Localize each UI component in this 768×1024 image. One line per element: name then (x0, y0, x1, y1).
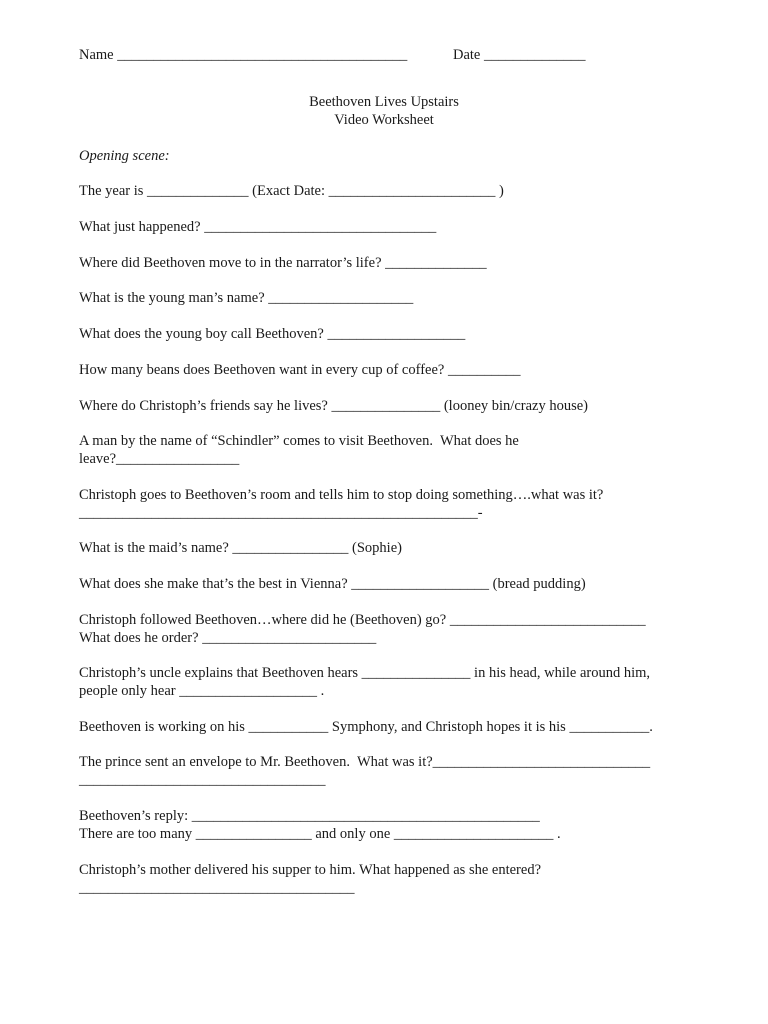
question-symphony: Beethoven is working on his ___________ Symphony, and Christoph hopes it is his ___________. (79, 719, 653, 735)
section-label: Opening scene: (79, 148, 170, 164)
question-young-man-name: What is the young man’s name? ____________________ (79, 290, 414, 306)
worksheet-title: Beethoven Lives Upstairs (309, 94, 459, 110)
question-coffee-beans: How many beans does Beethoven want in every cup of coffee? __________ (79, 362, 521, 378)
question-schindler: A man by the name of “Schindler” comes to visit Beethoven. What does he (79, 433, 519, 449)
question-maid-name: What is the maid’s name? ________________ (Sophie) (79, 540, 402, 556)
question-schindler-cont: leave?_________________ (79, 451, 240, 467)
question-stop-doing-blank: _______________________________________________________- (79, 505, 483, 521)
question-prince-envelope-blank: __________________________________ (79, 772, 326, 788)
question-year: The year is ______________ (Exact Date: _______________________ ) (79, 183, 504, 199)
name-field-line[interactable]: Name ________________________________________ (79, 47, 408, 63)
question-stop-doing: Christoph goes to Beethoven’s room and tells him to stop doing something….what was it? (79, 487, 604, 503)
question-mother-supper: Christoph’s mother delivered his supper to him. What happened as she entered? (79, 862, 542, 878)
question-uncle-explains: Christoph’s uncle explains that Beethoven hears _______________ in his head, while around him, (79, 665, 651, 681)
question-friends-say: Where do Christoph’s friends say he lives? _______________ (looney bin/crazy house) (79, 398, 589, 414)
question-prince-envelope: The prince sent an envelope to Mr. Beethoven. What was it?______________________________ (79, 754, 651, 770)
question-followed: Christoph followed Beethoven…where did he (Beethoven) go? ___________________________ (79, 612, 646, 628)
question-boy-calls: What does the young boy call Beethoven? ___________________ (79, 326, 466, 342)
question-where-moved: Where did Beethoven move to in the narrator’s life? ______________ (79, 255, 487, 271)
question-uncle-explains-cont: people only hear ___________________ . (79, 683, 325, 699)
question-order: What does he order? ________________________ (79, 630, 377, 646)
question-reply: Beethoven’s reply: ________________________________________________ (79, 808, 540, 824)
date-field-line[interactable]: Date ______________ (453, 47, 586, 63)
worksheet-subtitle: Video Worksheet (334, 112, 434, 128)
question-mother-supper-blank: ______________________________________ (79, 880, 355, 896)
question-too-many: There are too many ________________ and only one ______________________ . (79, 826, 561, 842)
question-best-in-vienna: What does she make that’s the best in Vienna? ___________________ (bread pudding) (79, 576, 586, 592)
question-what-happened: What just happened? ________________________________ (79, 219, 437, 235)
